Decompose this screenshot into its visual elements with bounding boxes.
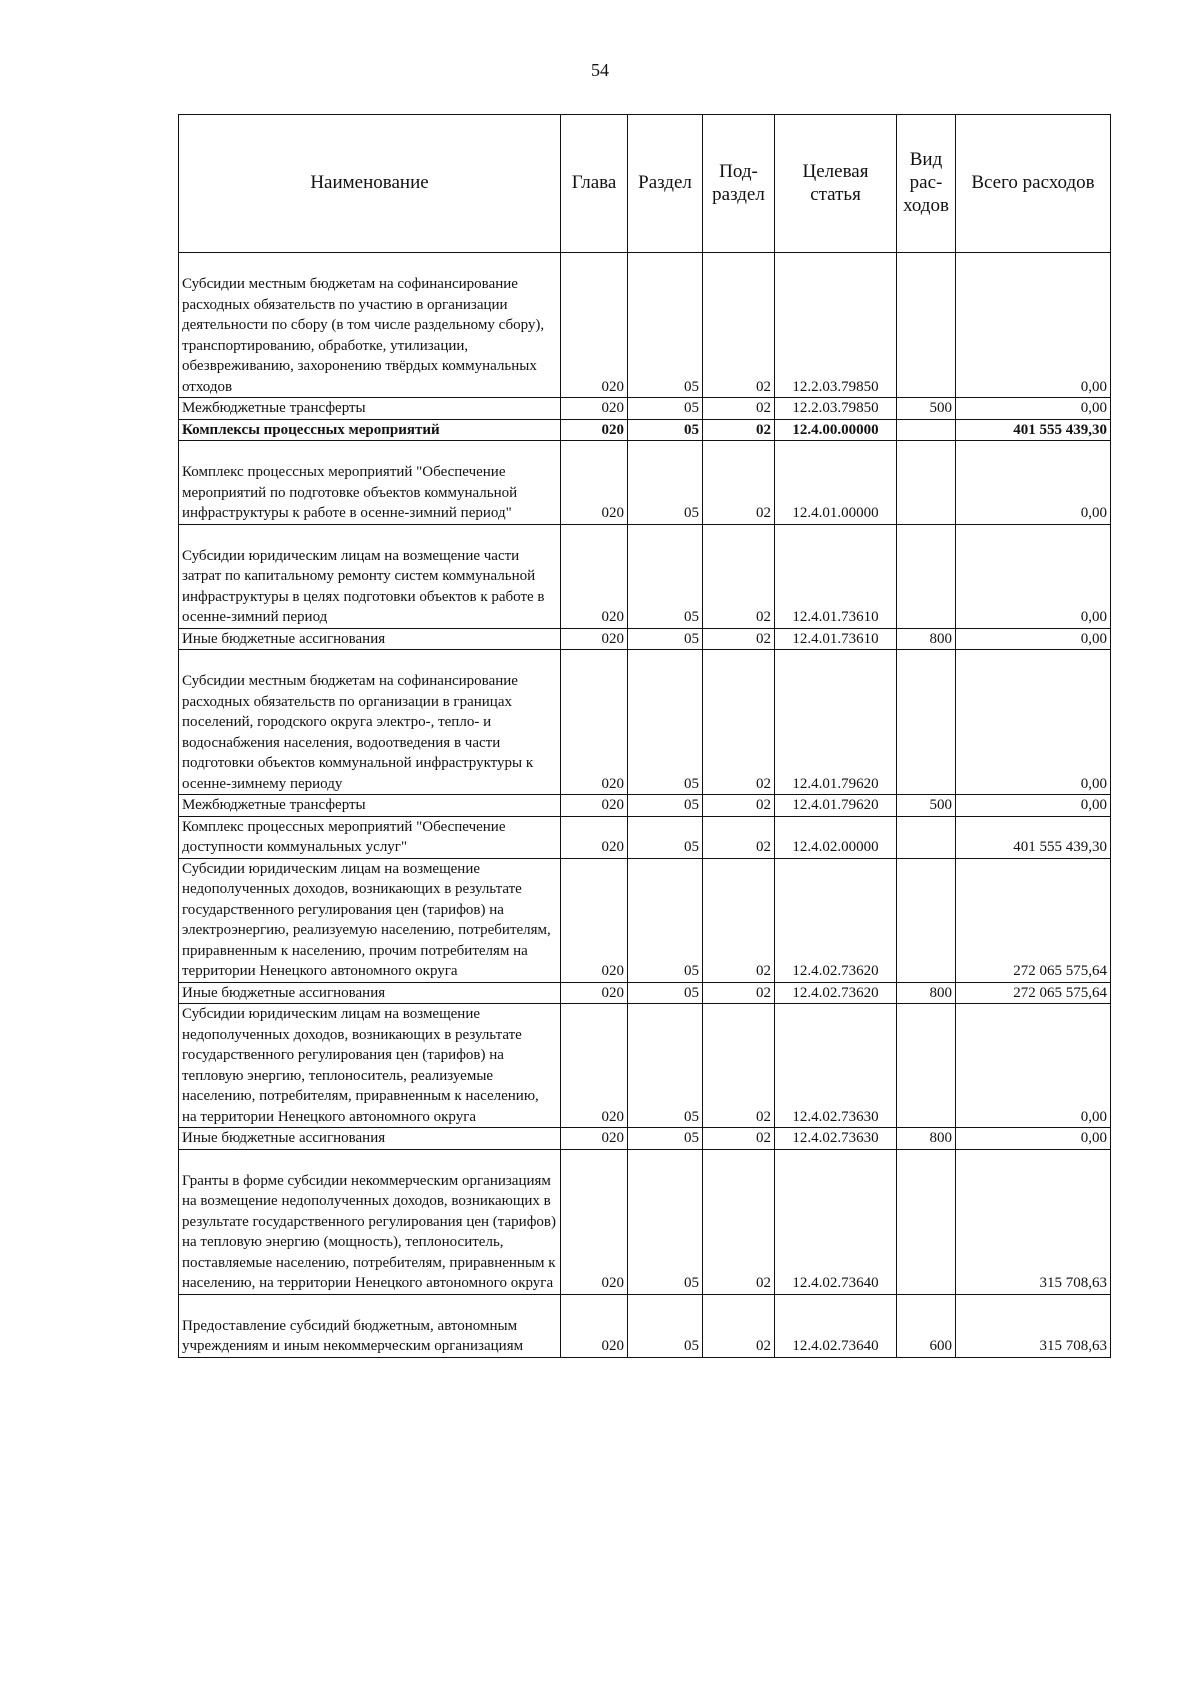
cell-chapter: 020 [561,650,628,795]
cell-target: 12.4.02.73620 [775,982,897,1004]
cell-chapter: 020 [561,419,628,441]
cell-chapter: 020 [561,1294,628,1357]
table-row [179,795,1111,817]
table-row [179,419,1111,441]
cell-chapter: 020 [561,628,628,650]
cell-total: 0,00 [956,795,1111,817]
cell-target: 12.4.02.73620 [775,858,897,982]
cell-section: 05 [628,816,703,858]
cell-expense-type: 800 [897,1128,956,1150]
cell-chapter: 020 [561,982,628,1004]
cell-subsection: 02 [703,858,775,982]
cell-chapter: 020 [561,1004,628,1128]
header-chapter: Глава [561,115,628,253]
cell-chapter: 020 [561,441,628,525]
cell-name: Комплекс процессных мероприятий "Обеспечение доступности коммунальных услуг" [179,816,561,858]
cell-total: 401 555 439,30 [956,419,1111,441]
cell-target: 12.4.02.00000 [775,816,897,858]
header-target: Целевая статья [775,115,897,253]
cell-target: 12.4.01.73610 [775,524,897,628]
cell-target: 12.4.01.79620 [775,650,897,795]
cell-expense-type [897,524,956,628]
cell-name: Гранты в форме субсидии некоммерческим организациям на возмещение недополученных доходов, возникающих в результате государственного регулирования цен (тарифов) на тепловую энергию (мощность), теплоноситель, поставляемые населению, потребителям, приравненным к населению, на территории Ненецкого автономного округа [179,1149,561,1294]
table-row [179,650,1111,795]
header-section: Раздел [628,115,703,253]
table-row [179,816,1111,858]
cell-expense-type [897,1149,956,1294]
table-row [179,1149,1111,1294]
table-row [179,1294,1111,1357]
cell-name: Предоставление субсидий бюджетным, автономным учреждениям и иным некоммерческим организациям [179,1294,561,1357]
cell-expense-type [897,441,956,525]
cell-subsection: 02 [703,419,775,441]
cell-expense-type [897,253,956,398]
cell-target: 12.4.02.73630 [775,1004,897,1128]
cell-total: 0,00 [956,398,1111,420]
cell-total: 0,00 [956,1128,1111,1150]
header-total: Всего расходов [956,115,1111,253]
cell-subsection: 02 [703,982,775,1004]
table-row [179,628,1111,650]
cell-section: 05 [628,1294,703,1357]
cell-total: 0,00 [956,628,1111,650]
cell-total: 0,00 [956,1004,1111,1128]
table-row [179,441,1111,525]
cell-total: 272 065 575,64 [956,982,1111,1004]
cell-chapter: 020 [561,1128,628,1150]
cell-chapter: 020 [561,858,628,982]
cell-name: Комплекс процессных мероприятий "Обеспечение мероприятий по подготовке объектов коммунальной инфраструктуры к работе в осенне-зимний период" [179,441,561,525]
table-row [179,858,1111,982]
cell-target: 12.2.03.79850 [775,398,897,420]
table-header-row [179,115,1111,253]
cell-section: 05 [628,419,703,441]
cell-subsection: 02 [703,1004,775,1128]
cell-name: Субсидии юридическим лицам на возмещение недополученных доходов, возникающих в результате государственного регулирования цен (тарифов) на тепловую энергию, теплоноситель, реализуемые населению, потребителям, приравненным к населению, на территории Ненецкого автономного округа [179,1004,561,1128]
cell-name: Иные бюджетные ассигнования [179,628,561,650]
cell-section: 05 [628,982,703,1004]
cell-target: 12.4.02.73640 [775,1149,897,1294]
cell-expense-type [897,650,956,795]
cell-total: 0,00 [956,524,1111,628]
cell-section: 05 [628,1004,703,1128]
cell-expense-type [897,858,956,982]
cell-name: Иные бюджетные ассигнования [179,982,561,1004]
cell-target: 12.2.03.79850 [775,253,897,398]
cell-section: 05 [628,650,703,795]
budget-table [178,114,1111,1358]
cell-section: 05 [628,441,703,525]
cell-chapter: 020 [561,398,628,420]
cell-name: Межбюджетные трансферты [179,398,561,420]
cell-subsection: 02 [703,1149,775,1294]
cell-total: 315 708,63 [956,1294,1111,1357]
cell-name: Субсидии юридическим лицам на возмещение недополученных доходов, возникающих в результате государственного регулирования цен (тарифов) на электроэнергию, реализуемую населению, потребителям, приравненным к населению, прочим потребителям на территории Ненецкого автономного округа [179,858,561,982]
cell-subsection: 02 [703,1128,775,1150]
cell-target: 12.4.02.73630 [775,1128,897,1150]
header-subsection: Под- раздел [703,115,775,253]
cell-section: 05 [628,628,703,650]
cell-name: Межбюджетные трансферты [179,795,561,817]
cell-target: 12.4.01.00000 [775,441,897,525]
cell-chapter: 020 [561,524,628,628]
cell-expense-type [897,1004,956,1128]
cell-subsection: 02 [703,524,775,628]
header-name: Наименование [179,115,561,253]
table-row [179,982,1111,1004]
cell-chapter: 020 [561,795,628,817]
cell-expense-type: 500 [897,795,956,817]
cell-chapter: 020 [561,253,628,398]
cell-name: Комплексы процессных мероприятий [179,419,561,441]
cell-section: 05 [628,398,703,420]
page-number: 54 [591,60,609,80]
cell-chapter: 020 [561,816,628,858]
cell-expense-type: 800 [897,628,956,650]
cell-name: Субсидии местным бюджетам на софинансирование расходных обязательств по организации в границах поселений, городского округа электро-, тепло- и водоснабжения населения, водоотведения в части подготовки объектов коммунальной инфраструктуры к осенне-зимнему периоду [179,650,561,795]
cell-subsection: 02 [703,650,775,795]
cell-expense-type: 500 [897,398,956,420]
cell-section: 05 [628,795,703,817]
cell-total: 315 708,63 [956,1149,1111,1294]
cell-subsection: 02 [703,628,775,650]
cell-subsection: 02 [703,441,775,525]
cell-section: 05 [628,1128,703,1150]
cell-target: 12.4.01.73610 [775,628,897,650]
cell-name: Субсидии местным бюджетам на софинансирование расходных обязательств по участию в организации деятельности по сбору (в том числе раздельному сбору), транспортированию, обработке, утилизации, обезвреживанию, захоронению твёрдых коммунальных отходов [179,253,561,398]
cell-name: Субсидии юридическим лицам на возмещение части затрат по капитальному ремонту систем коммунальной инфраструктуры в целях подготовки объектов к работе в осенне-зимний период [179,524,561,628]
table-row [179,253,1111,398]
cell-subsection: 02 [703,795,775,817]
cell-expense-type [897,419,956,441]
cell-total: 0,00 [956,253,1111,398]
cell-chapter: 020 [561,1149,628,1294]
table-row [179,1004,1111,1128]
cell-section: 05 [628,1149,703,1294]
table-row [179,398,1111,420]
cell-subsection: 02 [703,816,775,858]
cell-subsection: 02 [703,398,775,420]
header-expense-type: Вид рас- ходов [897,115,956,253]
table-row [179,524,1111,628]
cell-target: 12.4.01.79620 [775,795,897,817]
cell-total: 401 555 439,30 [956,816,1111,858]
cell-section: 05 [628,858,703,982]
cell-total: 0,00 [956,650,1111,795]
cell-target: 12.4.00.00000 [775,419,897,441]
cell-section: 05 [628,253,703,398]
cell-subsection: 02 [703,1294,775,1357]
table-row [179,1128,1111,1150]
cell-expense-type [897,816,956,858]
cell-total: 0,00 [956,441,1111,525]
table-body [179,253,1111,1358]
cell-target: 12.4.02.73640 [775,1294,897,1357]
cell-total: 272 065 575,64 [956,858,1111,982]
cell-subsection: 02 [703,253,775,398]
cell-expense-type: 800 [897,982,956,1004]
cell-expense-type: 600 [897,1294,956,1357]
cell-section: 05 [628,524,703,628]
cell-name: Иные бюджетные ассигнования [179,1128,561,1150]
